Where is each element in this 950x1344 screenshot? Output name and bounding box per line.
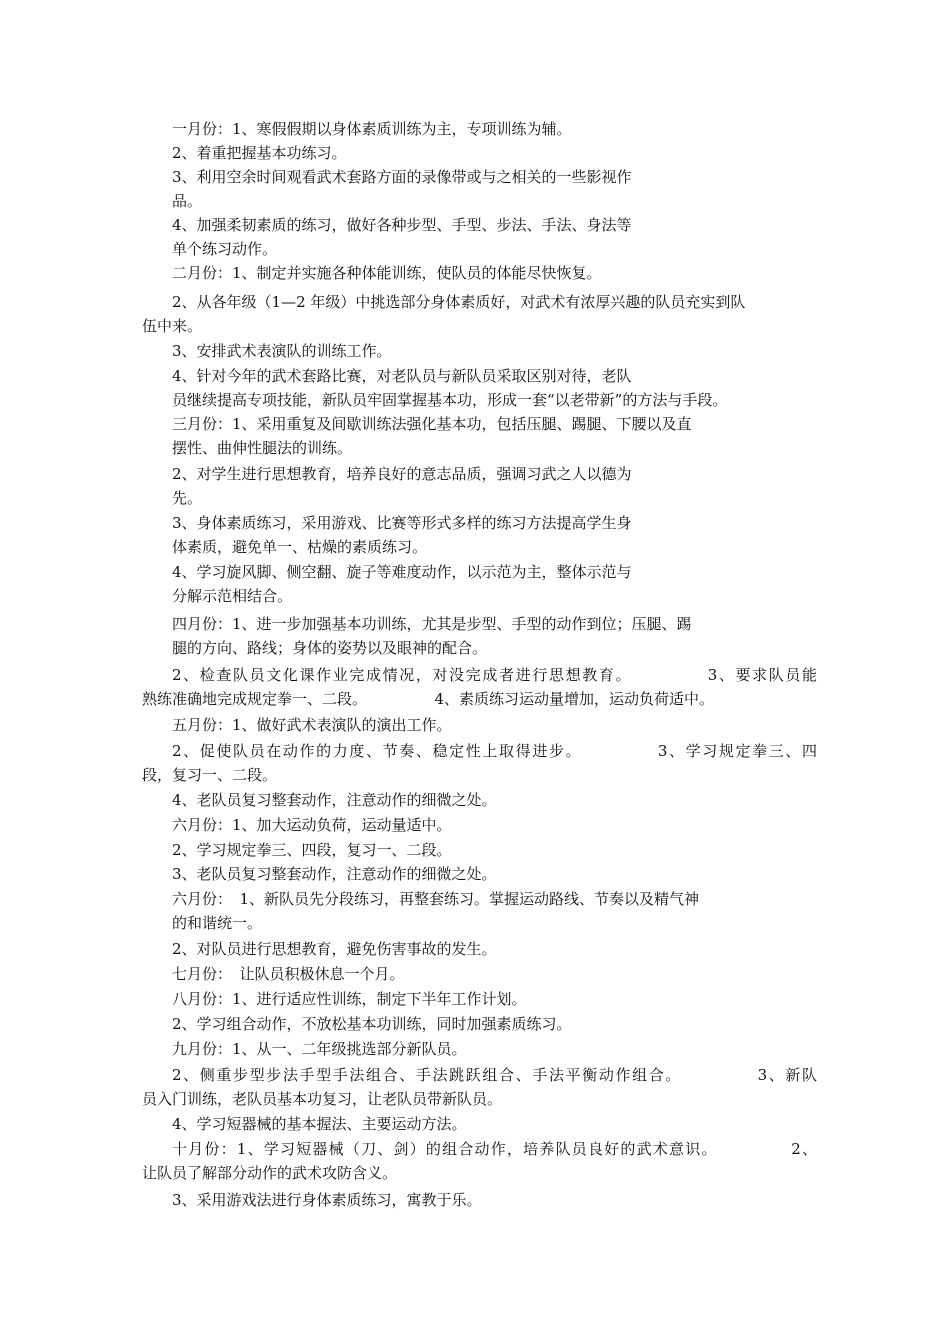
text-line: 3、身体素质练习，采用游戏、比赛等形式多样的练习方法提高学生身 xyxy=(172,514,632,532)
text-line: 2、着重把握基本功练习。 xyxy=(172,144,347,162)
text-line: 品。 xyxy=(172,192,203,210)
text-line: 让队员了解部分动作的武术攻防含义。 xyxy=(142,1164,398,1182)
text-line: 熟练准确地完成规定拳一、二段。 4、素质练习运动量增加，运动负荷适中。 xyxy=(142,690,715,708)
text-line: 2、促使队员在动作的力度、节奏、稳定性上取得进步。 3、学习规定拳三、四 xyxy=(172,742,817,760)
text-line: 3、老队员复习整套动作，注意动作的细微之处。 xyxy=(172,865,497,883)
text-line: 腿的方向、路线；身体的姿势以及眼神的配合。 xyxy=(172,639,488,657)
text-line: 2、对队员进行思想教育，避免伤害事故的发生。 xyxy=(172,940,497,958)
text-line: 2、对学生进行思想教育，培养良好的意志品质，强调习武之人以德为 xyxy=(172,465,632,483)
text-line: 2、检查队员文化课作业完成情况，对没完成者进行思想教育。 3、要求队员能 xyxy=(172,666,817,684)
text-line: 员入门训练，老队员基本功复习，让老队员带新队员。 xyxy=(142,1090,503,1108)
text-line: 摆性、曲伸性腿法的训练。 xyxy=(172,439,353,457)
text-line: 段，复习一、二段。 xyxy=(142,766,278,784)
text-line: 五月份：1、做好武术表演队的演出工作。 xyxy=(172,716,452,734)
text-line: 十月份：1、学习短器械（刀、剑）的组合动作，培养队员良好的武术意识。 2、 xyxy=(172,1140,817,1158)
text-line: 体素质，避免单一、枯燥的素质练习。 xyxy=(172,538,428,556)
text-line: 4、学习短器械的基本握法、主要运动方法。 xyxy=(172,1115,467,1133)
text-line: 二月份：1、制定并实施各种体能训练，使队员的体能尽快恢复。 xyxy=(172,264,602,282)
text-line: 2、侧重步型步法手型手法组合、手法跳跃组合、手法平衡动作组合。 3、新队 xyxy=(172,1066,817,1084)
text-line: 六月份：1、加大运动负荷，运动量适中。 xyxy=(172,816,452,834)
text-line: 伍中来。 xyxy=(142,317,203,335)
text-line: 3、采用游戏法进行身体素质练习，寓教于乐。 xyxy=(172,1191,482,1209)
text-line: 一月份：1、寒假假期以身体素质训练为主，专项训练为辅。 xyxy=(172,120,572,138)
text-line: 单个练习动作。 xyxy=(172,240,278,258)
text-line: 七月份： 让队员积极休息一个月。 xyxy=(172,965,405,983)
text-line: 员继续提高专项技能，新队员牢固掌握基本功，形成一套“以老带新”的方法与手段。 xyxy=(172,391,728,409)
text-line: 的和谐统一。 xyxy=(172,914,263,932)
text-line: 4、加强柔韧素质的练习，做好各种步型、手型、步法、手法、身法等 xyxy=(172,216,632,234)
text-line: 3、安排武术表演队的训练工作。 xyxy=(172,342,392,360)
text-line: 八月份：1、进行适应性训练，制定下半年工作计划。 xyxy=(172,990,527,1008)
text-line: 3、利用空余时间观看武术套路方面的录像带或与之相关的一些影视作 xyxy=(172,168,632,186)
text-line: 2、从各年级（1—2 年级）中挑选部分身体素质好，对武术有浓厚兴趣的队员充实到队 xyxy=(172,293,746,311)
text-line: 4、老队员复习整套动作，注意动作的细微之处。 xyxy=(172,791,497,809)
text-line: 六月份： 1、新队员先分段练习，再整套练习。掌握运动路线、节奏以及精气神 xyxy=(172,890,700,908)
text-line: 2、学习组合动作，不放松基本功训练，同时加强素质练习。 xyxy=(172,1015,572,1033)
text-line: 分解示范相结合。 xyxy=(172,587,293,605)
text-line: 四月份：1、进一步加强基本功训练，尤其是步型、手型的动作到位；压腿、踢 xyxy=(172,615,692,633)
text-line: 2、学习规定拳三、四段，复习一、二段。 xyxy=(172,841,452,859)
text-line: 先。 xyxy=(172,489,203,507)
text-line: 4、学习旋风脚、侧空翻、旋子等难度动作，以示范为主，整体示范与 xyxy=(172,563,632,581)
text-line: 三月份：1、采用重复及间歇训练法强化基本功，包括压腿、踢腿、下腰以及直 xyxy=(172,415,692,433)
text-line: 九月份：1、从一、二年级挑选部分新队员。 xyxy=(172,1040,467,1058)
text-line: 4、针对今年的武术套路比赛，对老队员与新队员采取区别对待，老队 xyxy=(172,367,632,385)
